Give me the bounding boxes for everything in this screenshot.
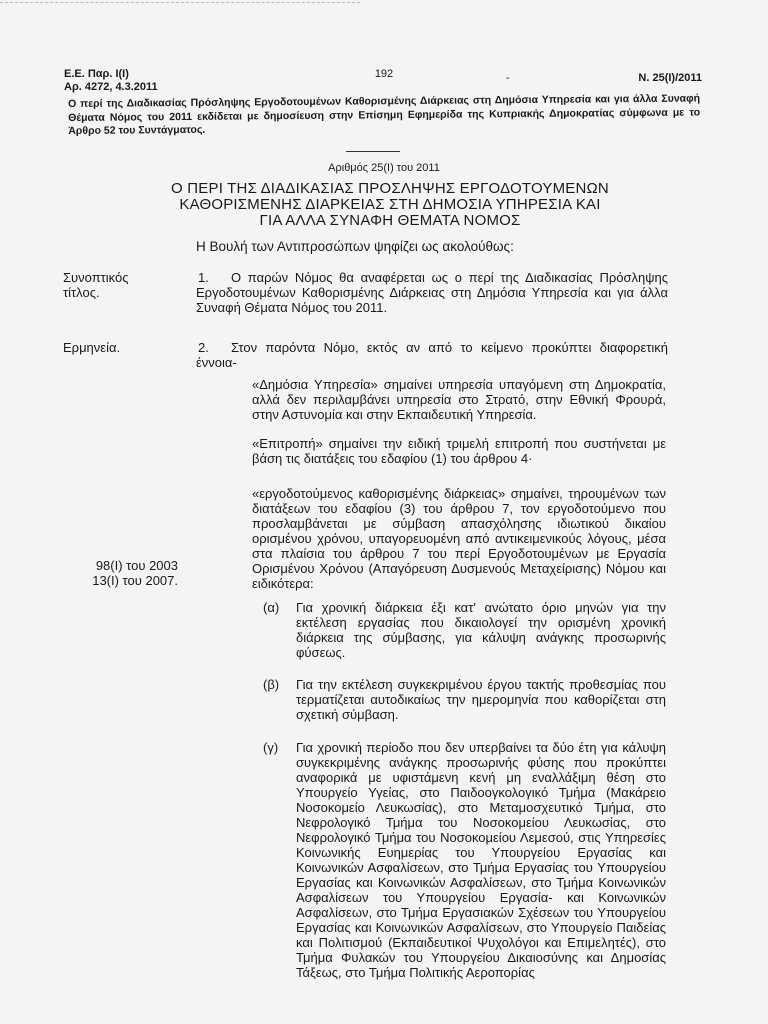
- item-b-text: Για την εκτέλεση συγκεκριμένου έργου τακτής προθεσμίας που τερματίζεται αυτοδικαίως την ημερομηνία που καθορίζεται στη σχετική σύμβαση.: [296, 677, 666, 722]
- section-1-margin-note: Συνοπτικός τίτλος.: [63, 270, 129, 300]
- header-dash: -: [506, 72, 510, 84]
- law-title-line: ΚΑΘΟΡΙΣΜΕΝΗΣ ΔΙΑΡΚΕΙΑΣ ΣΤΗ ΔΗΜΟΣΙΑ ΥΠΗΡΕΣΙΑ ΚΑΙ: [179, 196, 601, 213]
- definition-fixed-term-employee: «εργοδοτούμενος καθορισμένης διάρκειας» σημαίνει, τηρουμένων των διατάξεων του εδαφίου (3) του άρθρου 7, τον εργοδοτούμενο που προσλαμβάνεται με σύμβαση απασχόλησης ιδιωτικού δικαίου ορισμένου χρόνου, υπαγορευομένη από αντικειμενικούς λόγους, μέσα στα πλαίσια του άρθρου 7 του περί Εργοδοτουμένων με Εργασία Ορισμένου Χρόνου (Απαγόρευση Δυσμενούς Μεταχείρισης) Νόμου και ειδικότερα:: [252, 486, 666, 591]
- definition-public-service: «Δημόσια Υπηρεσία» σημαίνει υπηρεσία υπαγόμενη στη Δημοκρατία, αλλά δεν περιλαμβάνει υπηρεσία στο Στρατό, στην Εθνική Φρουρά, στην Αστυνομία και στην Εκπαιδευτική Υπηρεσία.: [252, 377, 666, 422]
- law-number: Αριθμός 25(Ι) του 2011: [328, 162, 440, 174]
- item-a-text: Για χρονική διάρκεια έξι κατ' ανώτατο όριο μηνών για την εκτέλεση εργασίας που δικαιολογεί την ορισμένη χρονική διάρκεια της σύμβασης, για κάλυψη ανάγκης προσωρινής φύσεως.: [296, 600, 666, 660]
- item-a-marker: (α): [263, 600, 280, 615]
- section-1-text: Ο παρών Νόμος θα αναφέρεται ως ο περί της Διαδικασίας Πρόσληψης Εργοδοτουμένων Καθορισμένης Διάρκειας στη Δημόσια Υπηρεσία και για άλλα Συναφή Θέματα Νόμος του 2011.: [196, 270, 668, 315]
- section-2-intro: Στον παρόντα Νόμο, εκτός αν από το κείμενο προκύπτει διαφορετική έννοια-: [196, 340, 668, 370]
- gazette-part: Ε.Ε. Παρ. Ι(Ι): [64, 68, 129, 80]
- section-2-number: 2.: [198, 340, 209, 355]
- divider: [346, 151, 400, 152]
- law-reference: Ν. 25(Ι)/2011: [638, 72, 702, 84]
- item-c-text: Για χρονική περίοδο που δεν υπερβαίνει τα δύο έτη για κάλυψη συγκεκριμένης ανάγκης προσωρινής φύσης που προκύπτει αναφορικά με υφιστάμενη κενή μη εναλλάξιμη θέση στο Υπουργείο Υγείας, στο Παιδοογκολογικό Τμήμα (Μακάρειο Νοσοκομείο Λευκωσίας), στο Μεταμοσχευτικό Τμήμα, στο Νεφρολογικό Τμήμα του Νοσοκομείου Λευκωσίας, στο Νεφρολογικό Τμήμα του Νοσοκομείου Λεμεσού, στις Υπηρεσίες Κοινωνικής Ευημερίας του Υπουργείου Εργασίας και Κοινωνικών Ασφαλίσεων, στο Τμήμα Εργασίας του Υπουργείου Εργασίας και Κοινωνικών Ασφαλίσεων, στο Τμήμα Κοινωνικών Ασφαλίσεων του Υπουργείου Εργασία- και Κοινωνικών Ασφαλίσεων, στο Τμήμα Εργασιακών Σχέσεων του Υπουργείου Εργασίας και Κοινωνικών Ασφαλίσεων, στο Υπουργείο Παιδείας και Πολιτισμού (Εκπαιδευτικοί Ψυχολόγοι και Επιμελητές), στο Τμήμα Φυλακών του Υπουργείου Δικαιοσύνης και Δημοσίας Τάξεως, στο Τμήμα Πολιτικής Αεροπορίας: [296, 740, 666, 980]
- definition-committee: «Επιτροπή» σημαίνει την ειδική τριμελή επιτροπή που συστήνεται με βάση τις διατάξεις του εδαφίου (1) του άρθρου 4·: [252, 436, 666, 466]
- item-c-marker: (γ): [263, 740, 279, 755]
- publication-preamble: Ο περί της Διαδικασίας Πρόσληψης Εργοδοτουμένων Καθορισμένης Διάρκειας στη Δημόσια Υπηρεσία και για άλλα Συναφή Θέματα Νόμος του 2011 εκδίδεται με δημοσίευση στην Επίσημη Εφημερίδα της Κυπριακής Δημοκρατίας σύμφωνα με το Άρθρο 52 του Συντάγματος.: [68, 92, 701, 137]
- law-title: [130, 181, 650, 229]
- gazette-issue-date: Αρ. 4272, 4.3.2011: [64, 81, 158, 93]
- section-2-margin-note: Ερμηνεία.: [63, 340, 121, 355]
- enacting-clause: Η Βουλή των Αντιπροσώπων ψηφίζει ως ακολούθως:: [196, 239, 514, 254]
- law-title-line: Ο ΠΕΡΙ ΤΗΣ ΔΙΑΔΙΚΑΣΙΑΣ ΠΡΟΣΛΗΨΗΣ ΕΡΓΟΔΟΤΟΥΜΕΝΩΝ: [171, 180, 609, 197]
- page-number: 192 -: [374, 68, 510, 84]
- statute-reference-note: 98(Ι) του 2003 13(Ι) του 2007.: [92, 558, 178, 588]
- law-title-line: ΓΙΑ ΑΛΛΑ ΣΥΝΑΦΗ ΘΕΜΑΤΑ ΝΟΜΟΣ: [259, 212, 521, 229]
- item-b-marker: (β): [263, 677, 280, 692]
- section-1-number: 1.: [198, 270, 209, 285]
- scan-artifact-line: [0, 2, 360, 3]
